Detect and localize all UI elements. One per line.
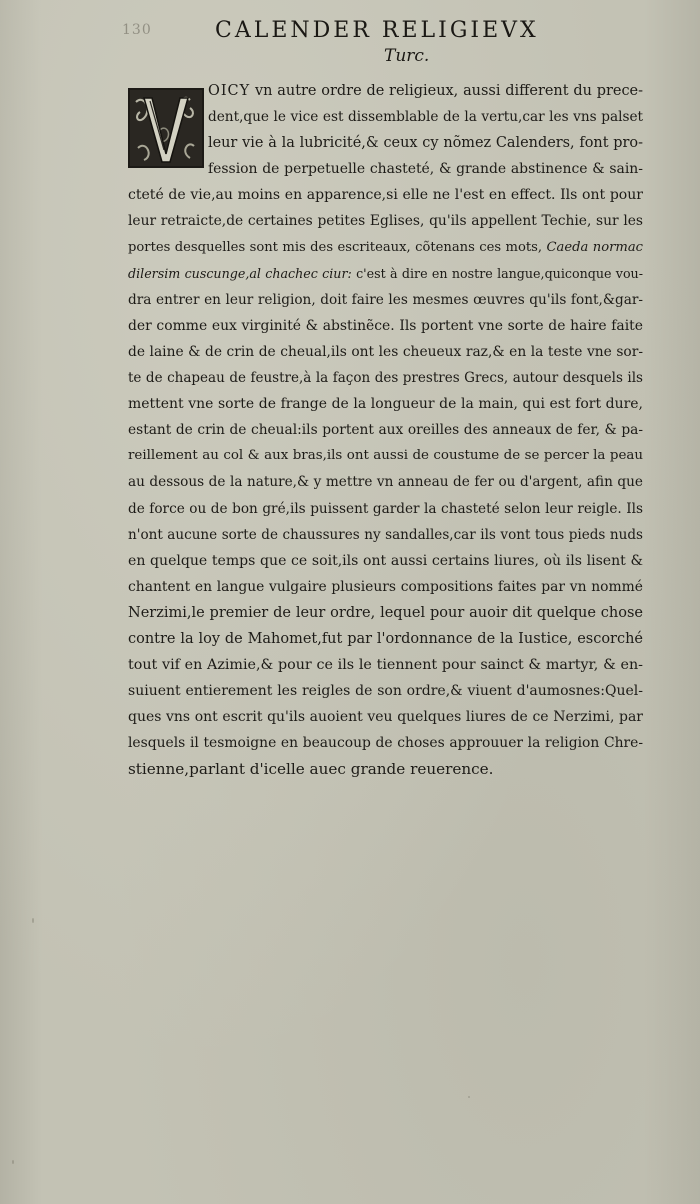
text-line xyxy=(128,208,643,234)
body-paragraph xyxy=(128,78,643,783)
text-run: portes desquelles sont mis des escriteaux, cõtenans ces mots, xyxy=(128,239,547,255)
text-run: leur vie à la lubricité,& ceux cy nõmez Calenders, font pro- xyxy=(208,135,643,152)
text-line xyxy=(128,235,643,261)
text-run: Nerzimi,le premier de leur ordre, lequel pour auoir dit quelque chose xyxy=(128,604,643,621)
text-line xyxy=(128,261,643,287)
page-number: 130 xyxy=(122,22,152,38)
text-line xyxy=(128,496,643,522)
text-line xyxy=(128,730,643,756)
text-line xyxy=(128,574,643,600)
text-run: OICY xyxy=(208,83,251,99)
text-run: de force ou de bon gré,ils puissent garder la chasteté selon leur reigle. Ils xyxy=(128,500,643,517)
text-line xyxy=(128,469,643,495)
text-run: fession de perpetuelle chasteté, & grande abstinence & sain- xyxy=(208,161,643,178)
text-line xyxy=(128,78,643,104)
text-run: suiuent entierement les reigles de son ordre,& viuent d'aumosnes:Quel- xyxy=(128,683,643,700)
text-line xyxy=(128,600,643,626)
text-run: mettent vne sorte de frange de la longueur de la main, qui est fort dure, xyxy=(128,396,643,413)
text-run: estant de crin de cheual:ils portent aux oreilles des anneaux de fer, & pa- xyxy=(128,422,643,439)
running-head: CALENDER RELIGIEVX xyxy=(215,18,539,43)
italic-phrase: dilersim cuscunge,al chachec ciur: xyxy=(128,265,352,281)
subhead: Turc. xyxy=(384,46,430,66)
paper-speck xyxy=(612,740,615,742)
text-run: te de chapeau de feustre,à la façon des prestres Grecs, autour desquels ils xyxy=(128,370,643,387)
text-line xyxy=(128,522,643,548)
text-line xyxy=(128,678,643,704)
text-line xyxy=(128,756,643,782)
text-line xyxy=(128,626,643,652)
paper-speck xyxy=(32,918,34,923)
text-run: de laine & de crin de cheual,ils ont les cheueux raz,& en la teste vne sor- xyxy=(128,343,643,360)
text-run: dent,que le vice est dissemblable de la vertu,car les vns palset xyxy=(208,109,643,126)
italic-phrase: Caeda normac xyxy=(546,239,643,255)
text-line xyxy=(128,443,643,469)
paper-speck xyxy=(12,1160,14,1164)
text-run: tout vif en Azimie,& pour ce ils le tiennent pour sainct & martyr, & en- xyxy=(128,657,643,674)
text-run: ques vns ont escrit qu'ils auoient veu quelques liures de ce Nerzimi, par xyxy=(128,709,643,726)
text-run: en quelque temps que ce soit,ils ont aussi certains liures, où ils lisent & xyxy=(128,552,643,569)
text-run: der comme eux virginité & abstinẽce. Ils portent vne sorte de haire faite xyxy=(128,317,643,334)
text-run: contre la loy de Mahomet,fut par l'ordonnance de la Iustice, escorché xyxy=(128,630,643,647)
text-line xyxy=(128,417,643,443)
text-run: n'ont aucune sorte de chaussures ny sandalles,car ils vont tous pieds nuds xyxy=(128,526,643,543)
text-line xyxy=(128,130,643,156)
text-line xyxy=(128,104,643,130)
paper-speck xyxy=(468,1096,470,1098)
text-run: vn autre ordre de religieux, aussi different du prece- xyxy=(250,83,643,99)
text-line xyxy=(128,287,643,313)
text-run: chantent en langue vulgaire plusieurs compositions faites par vn nommé xyxy=(128,578,643,595)
text-line xyxy=(128,652,643,678)
text-run: dra entrer en leur religion, doit faire les mesmes œuvres qu'ils font,&gar- xyxy=(128,291,643,308)
text-run: reillement au col & aux bras,ils ont aussi de coustume de se percer la peau xyxy=(128,448,643,464)
text-line xyxy=(128,365,643,391)
text-line xyxy=(128,704,643,730)
text-line xyxy=(128,391,643,417)
text-line xyxy=(128,182,643,208)
text-line xyxy=(128,313,643,339)
text-line xyxy=(128,339,643,365)
text-line xyxy=(128,156,643,182)
text-run: lesquels il tesmoigne en beaucoup de choses approuuer la religion Chre- xyxy=(128,735,643,752)
text-run: cteté de vie,au moins en apparence,si elle ne l'est en effect. Ils ont pour xyxy=(128,187,643,204)
text-line xyxy=(128,548,643,574)
text-run: au dessous de la nature,& y mettre vn anneau de fer ou d'argent, afin que xyxy=(128,474,643,491)
text-run: c'est à dire en nostre langue,quiconque vou- xyxy=(351,265,643,281)
text-run: stienne,parlant d'icelle auec grande reuerence. xyxy=(128,760,494,779)
text-run: leur retraicte,de certaines petites Eglises, qu'ils appellent Techie, sur les xyxy=(128,213,643,230)
